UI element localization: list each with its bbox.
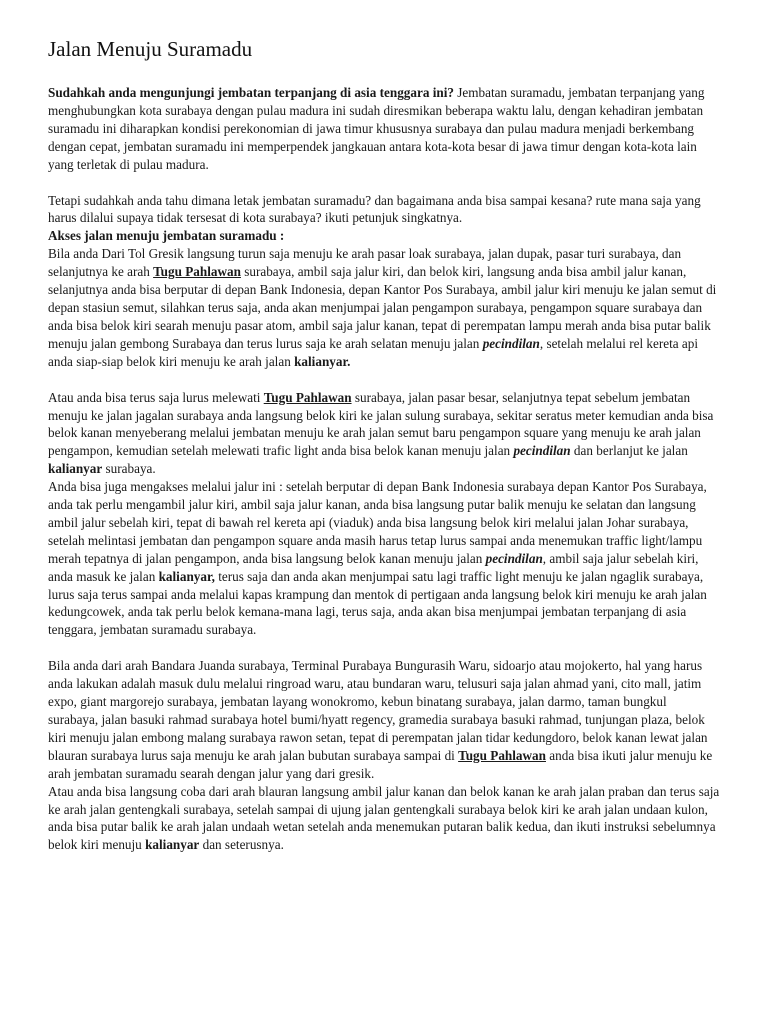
- p3-pecindilan: pecindilan: [485, 550, 543, 566]
- p3-text-a: Anda bisa juga mengakses melalui jalur ini : setelah berputar di depan Bank Indonesia surabaya depan Kantor Pos Surabaya, anda tak perlu mengambil jalur kiri, ambil saja jalur kanan, anda bisa langsung putar balik menuju ke selatan dan langsung ambil jalur sebelah kiri, tepat di bawah rel kereta api (viaduk) anda bisa langsung belok kiri melalui jalan Johar surabaya, setelah melintasi jembatan dan pengampon square anda masih harus tetap lurus sampai anda menemukan traffic light/lampu merah tepatnya di jalan pengampon, anda bisa langsung belok kanan menuju jalan: [48, 479, 707, 566]
- p2-pecindilan: pecindilan: [513, 443, 571, 459]
- spacer: [48, 174, 720, 192]
- p5-text-a: Atau anda bisa langsung coba dari arah blauran langsung ambil jalur kanan dan belok kanan ke arah jalan praban dan terus saja ke arah jalan gentengkali surabaya, setelah sampai di ujung jalan gentengkali surabaya belok kiri ke arah jalan undaan kulon, anda bisa putar balik ke arah jalan undaah wetan setelah anda menemukan putaran balik kedua, dan ikuti instruksi sebelumnya belok kiri menuju: [48, 783, 720, 853]
- route-paragraph-4: [48, 657, 720, 782]
- route-paragraph-3: [48, 478, 720, 639]
- intro-paragraph: [48, 84, 720, 174]
- p3-kalianyar: kalianyar,: [158, 568, 215, 584]
- access-heading-text: Akses jalan menuju jembatan suramadu :: [48, 228, 285, 244]
- p5-kalianyar: kalianyar: [145, 837, 200, 853]
- p2-text-d: surabaya.: [102, 461, 156, 477]
- p1-text-b: surabaya, ambil saja jalur kiri, dan belok kiri, langsung anda bisa ambil jalur kanan, selanjutnya anda bisa berputar di depan Bank Indonesia, depan Kantor Pos Surabaya, ambil jalur kiri menuju ke jalan semut di depan stasiun semut, silahkan terus saja, anda akan menjumpai jalan pengampon surabaya, pengampon square surabaya dan anda bisa belok kiri searah menuju pasar atom, ambil saja jalur kanan, tepat di perempatan lampu merah anda bisa putar balik menuju jalan gembong Surabaya dan terus lurus saja ke arah selatan menuju jalan: [48, 264, 717, 351]
- p3-text-c: terus saja dan anda akan menjumpai satu lagi traffic light menuju ke jalan ngaglik surabaya, lurus saja terus sampai anda melalui kapas krampung dan mentok di pertigaan anda langsung belok kiri menuju ke arah jalan kedungcowek, anda tak perlu belok kemana-mana lagi, terus saja, anda akan bisa menjumpai jembatan terpanjang di asia tenggara, jembatan suramadu surabaya.: [48, 568, 707, 638]
- page-title: Jalan Menuju Suramadu: [48, 37, 253, 61]
- p1-text-c: , setelah melalui rel kereta api anda siap-siap belok kiri menuju ke arah jalan: [48, 335, 699, 369]
- route-paragraph-5: [48, 783, 720, 855]
- spacer: [48, 371, 720, 389]
- access-heading: [48, 227, 720, 245]
- intro-lead: Sudahkah anda mengunjungi jembatan terpanjang di asia tenggara ini?: [48, 85, 454, 100]
- p2-text-a: Atau anda bisa terus saja lurus melewati: [48, 389, 264, 405]
- p2-text-b: surabaya, jalan pasar besar, selanjutnya tepat sebelum jembatan menuju ke jalan jagalan surabaya anda langsung belok kiri ke jalan sulung surabaya, sekitar seratus meter kemudian anda bisa belok kanan menyeberang melalui jembatan menuju ke arah jalan semut baru pengampon square yang menuju ke arah jalan pengampon, kemudian setelah melewati trafic light anda bisa belok kanan menuju jalan: [48, 389, 714, 459]
- p2-text-c: dan berlanjut ke jalan: [570, 443, 688, 459]
- p1-pecindilan: pecindilan: [482, 335, 540, 351]
- p2-kalianyar: kalianyar: [48, 461, 103, 477]
- p1-text-a: Bila anda Dari Tol Gresik langsung turun saja menuju ke arah pasar loak surabaya, jalan dupak, pasar turi surabaya, dan selanjutnya ke arah: [48, 246, 682, 280]
- p1-kalianyar: kalianyar.: [294, 353, 351, 369]
- route-paragraph-1: [48, 245, 720, 370]
- p4-text-a: Bila anda dari arah Bandara Juanda surabaya, Terminal Purabaya Bungurasih Waru, sidoarjo atau mojokerto, hal yang harus anda lakukan adalah masuk dulu melalui ringroad waru, atau bundaran waru, telusuri saja jalan ahmad yani, cito mall, jatim expo, giant margorejo surabaya, jembatan layang wonokromo, kebun binatang surabaya, jalan darmo, taman bungkul surabaya, jalan basuki rahmad surabaya hotel bumi/hyatt regency, gramedia surabaya basuki rahmad, tunjungan plaza, belok kiri menuju jalan embong malang surabaya rawon setan, tepat di perempatan jalan tidar kedungdoro, belok kanan lewat jalan blauran surabaya lurus saja menuju ke arah jalan bubutan surabaya sampai di: [48, 658, 708, 763]
- p2-tugu-link: Tugu Pahlawan: [263, 389, 352, 405]
- p5-text-b: dan seterusnya.: [199, 837, 284, 853]
- route-paragraph-2: [48, 389, 720, 479]
- intro-text: Jembatan suramadu, jembatan terpanjang yang menghubungkan kota surabaya dengan pulau madura ini sudah diresmikan beberapa waktu lalu, dengan kehadiran jembatan suramadu ini diharapkan kondisi perekonomian di jawa timur khususnya surabaya dan pulau madura menjadi berkembang dengan cepat, jembatan suramadu ini memperpendek jangkauan antara kota-kota besar di jawa timur dengan kota-kota lain yang terletak di pulau madura.: [48, 85, 705, 172]
- question-paragraph: Tetapi sudahkah anda tahu dimana letak jembatan suramadu? dan bagaimana anda bisa sampai kesana? rute mana saja yang harus dilalui supaya tidak tersesat di kota surabaya? ikuti petunjuk singkatnya.: [48, 192, 701, 226]
- p1-tugu-link: Tugu Pahlawan: [153, 264, 241, 280]
- p4-tugu-link: Tugu Pahlawan: [458, 747, 546, 763]
- p3-text-b: , ambil saja jalur sebelah kiri, anda masuk ke jalan: [48, 550, 699, 584]
- spacer: [48, 639, 720, 657]
- p4-text-b: anda bisa ikuti jalur menuju ke arah jembatan suramadu searah dengan jalur yang dari gresik.: [48, 747, 713, 781]
